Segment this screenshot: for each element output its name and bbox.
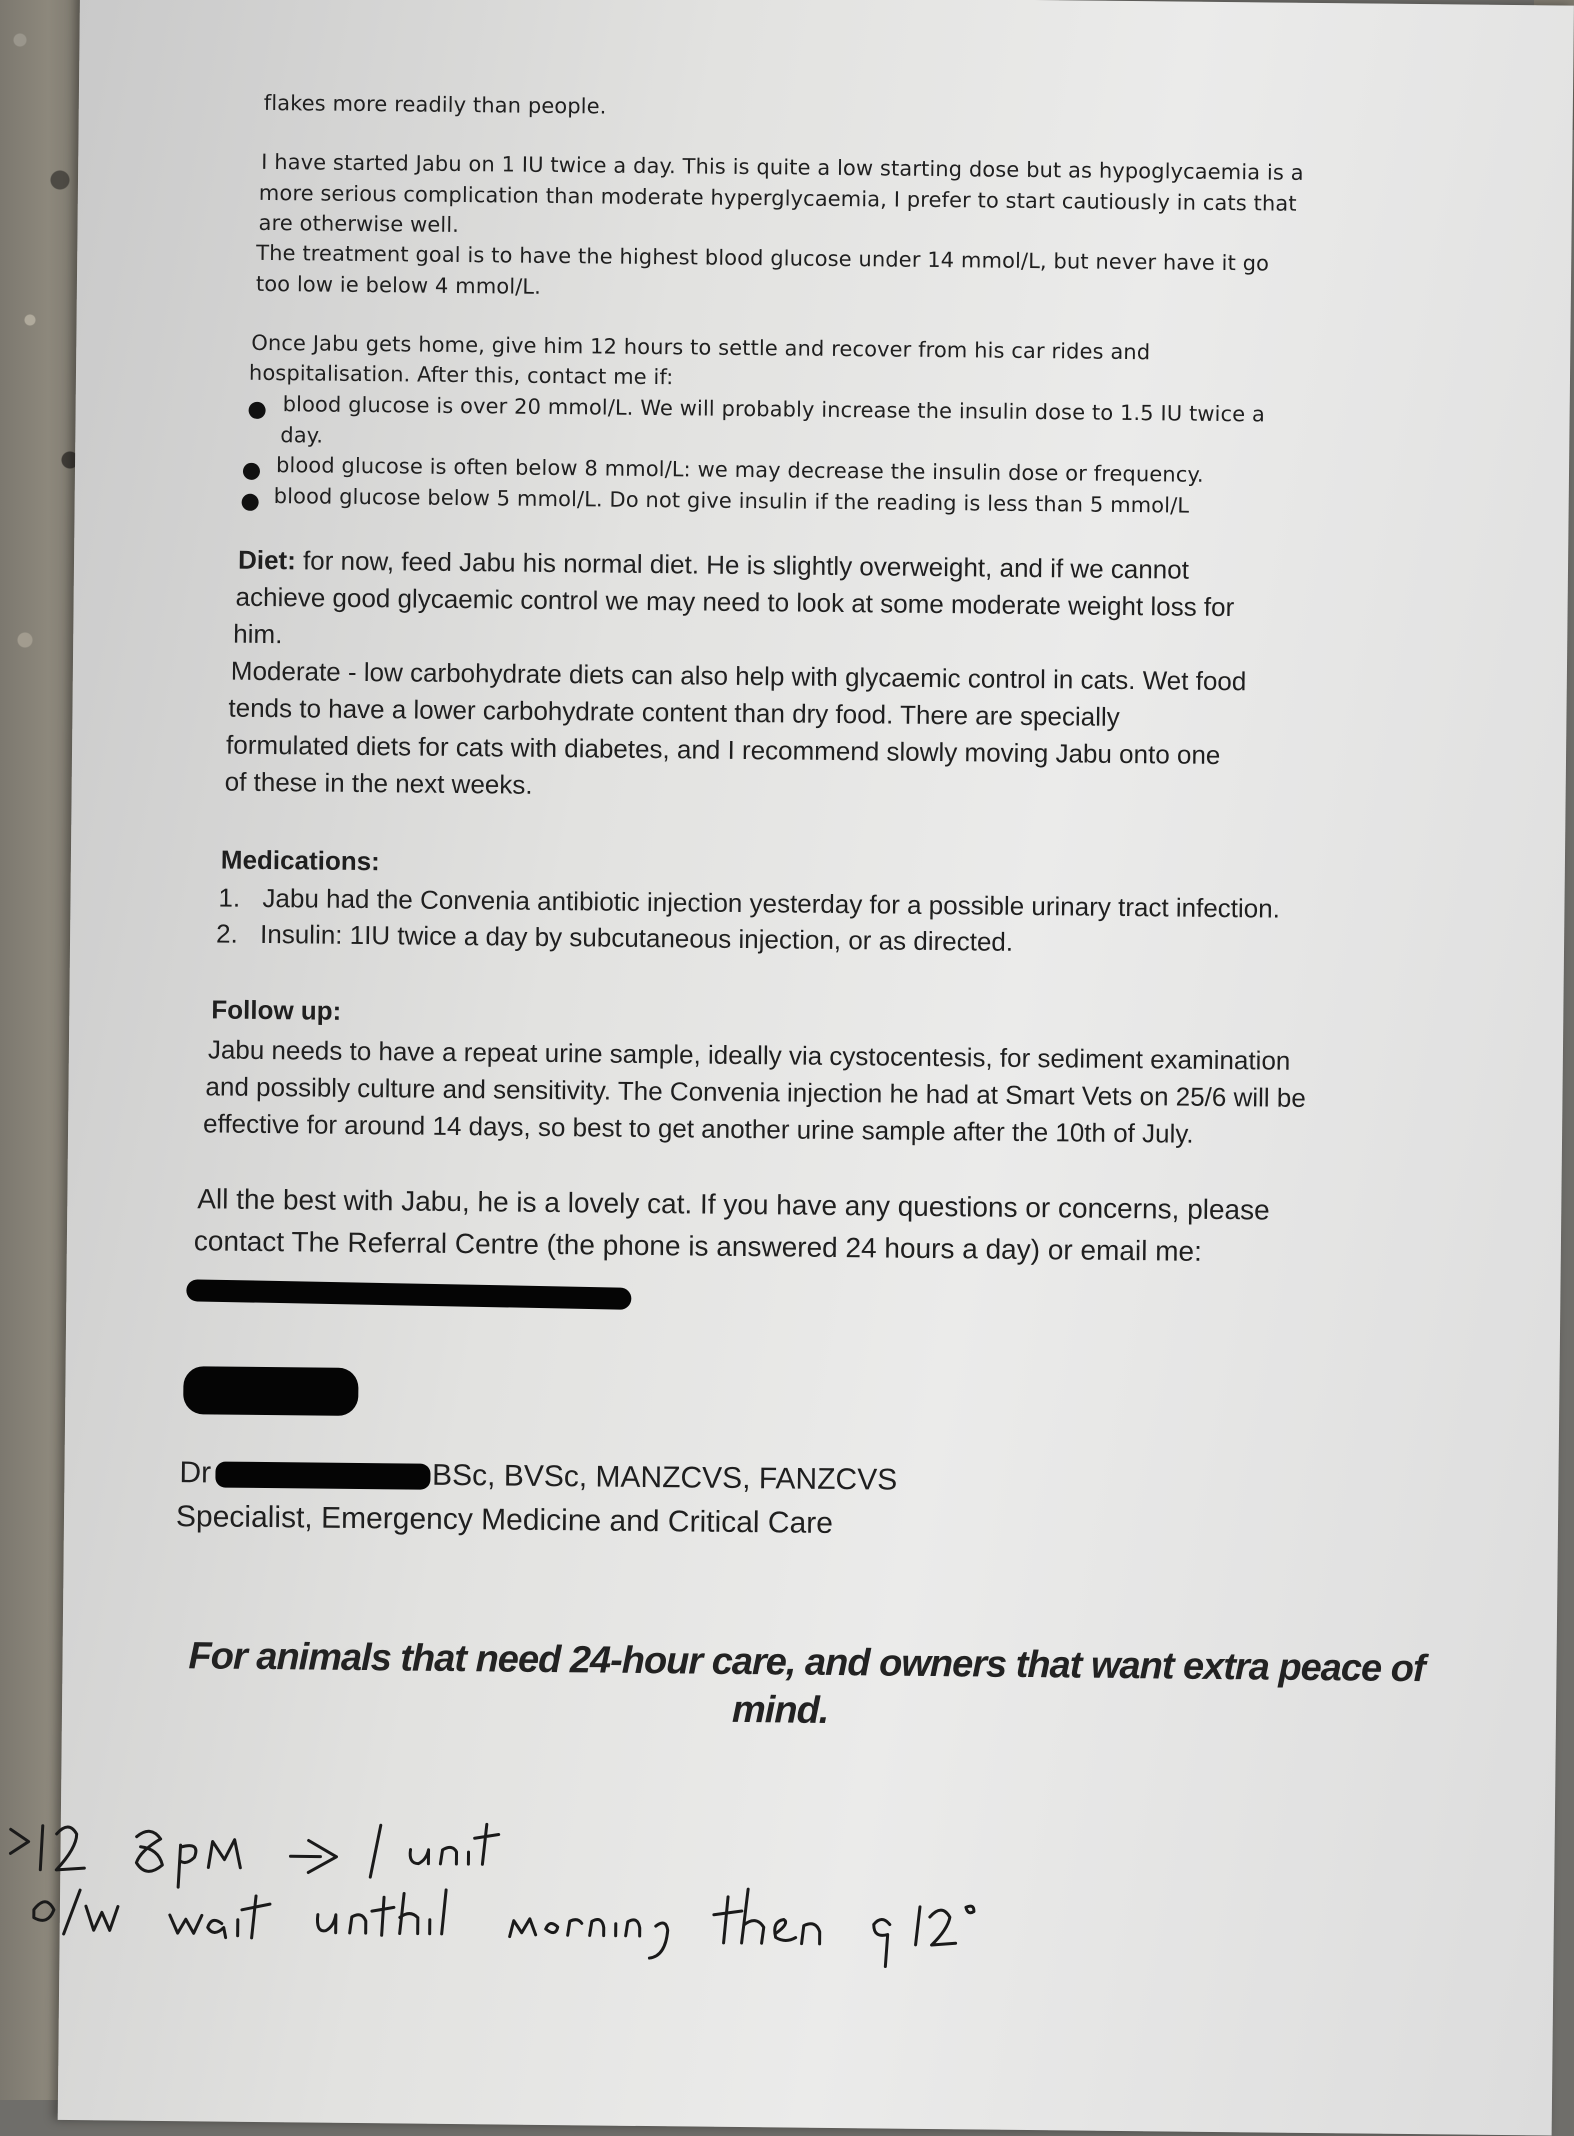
medication-number: 1. (218, 882, 241, 913)
medication-text: Insulin: 1IU twice a day by subcutaneous injection, or as directed. (259, 918, 1014, 957)
medications-heading: Medications: (220, 844, 380, 877)
signature-credentials: BSc, BVSc, MANZCVS, FANZCVS (431, 1458, 898, 1497)
handwritten-note (0, 1789, 1191, 2002)
medication-item-2 (216, 915, 1013, 959)
home-bullet-2: blood glucose is often below 8 mmol/L: we may decrease the insulin dose or frequency. (275, 453, 1204, 487)
bullet-marker (243, 463, 260, 480)
diet-heading: Diet: (237, 544, 296, 576)
diet-text: for now, feed Jabu his normal diet. He is slightly overweight, and if we cannot (295, 545, 1190, 585)
intro-line-2: I have started Jabu on 1 IU twice a day. This is quite a low starting dose but as hypoglycaemia is a (261, 149, 1304, 185)
signature-title: Specialist, Emergency Medicine and Critical Care (175, 1500, 834, 1540)
letter-page (58, 0, 1574, 2136)
redacted-name (215, 1462, 430, 1490)
home-line-2: hospitalisation. After this, contact me if: (248, 360, 674, 390)
closing-line-2: contact The Referral Centre (the phone is answered 24 hours a day) or email me: (193, 1225, 1203, 1267)
medication-text: Jabu had the Convenia antibiotic injection yesterday for a possible urinary tract infection. (262, 882, 1281, 924)
diet-line-4: Moderate - low carbohydrate diets can also help with glycaemic control in cats. Wet food (230, 655, 1247, 697)
intro-line-3: more serious complication than moderate hyperglycaemia, I prefer to start cautiously in cats that (258, 180, 1297, 216)
home-bullet-1: blood glucose is over 20 mmol/L. We will probably increase the insulin dose to 1.5 IU twice a (282, 392, 1266, 427)
home-bullet-1-cont: day. (280, 423, 324, 448)
intro-line-4: are otherwise well. (258, 210, 460, 237)
follow-up-line-1: Jabu needs to have a repeat urine sample, ideally via cystocentesis, for sediment examination (207, 1034, 1291, 1076)
diet-line-7: of these in the next weeks. (224, 766, 533, 800)
signature-prefix: Dr (179, 1456, 212, 1490)
bullet-marker (242, 494, 259, 511)
diet-line-3: him. (233, 618, 283, 650)
tagline-line-1: For animals that need 24-hour care, and owners that want extra peace of (188, 1635, 1425, 1691)
home-line-1: Once Jabu gets home, give him 12 hours to settle and recover from his car rides and (251, 330, 1151, 365)
follow-up-line-2: and possibly culture and sensitivity. The Convenia injection he had at Smart Vets on 25/6 will be (205, 1071, 1306, 1113)
intro-line-1: flakes more readily than people. (263, 90, 607, 119)
follow-up-heading: Follow up: (211, 994, 342, 1026)
closing-line-1: All the best with Jabu, he is a lovely cat. If you have any questions or concerns, please (197, 1183, 1270, 1226)
tagline-line-2: mind. (731, 1688, 829, 1732)
diet-line-6: formulated diets for cats with diabetes, and I recommend slowly moving Jabu onto one (225, 729, 1221, 770)
diet-line-2: achieve good glycaemic control we may need to look at some moderate weight loss for (235, 581, 1235, 623)
home-bullet-3: blood glucose below 5 mmol/L. Do not give insulin if the reading is less than 5 mmol/L (273, 484, 1190, 518)
intro-line-5: The treatment goal is to have the highest blood glucose under 14 mmol/L, but never have it go (256, 240, 1270, 276)
intro-line-6: too low ie below 4 mmol/L. (255, 271, 542, 299)
redacted-signature (183, 1366, 358, 1416)
bullet-marker (249, 402, 266, 419)
medication-number: 2. (215, 918, 238, 949)
follow-up-line-3: effective for around 14 days, so best to get another urine sample after the 10th of July. (202, 1108, 1194, 1149)
signature-line (179, 1455, 897, 1499)
redacted-email (186, 1279, 631, 1310)
diet-line-5: tends to have a lower carbohydrate content than dry food. There are specially (228, 692, 1120, 732)
